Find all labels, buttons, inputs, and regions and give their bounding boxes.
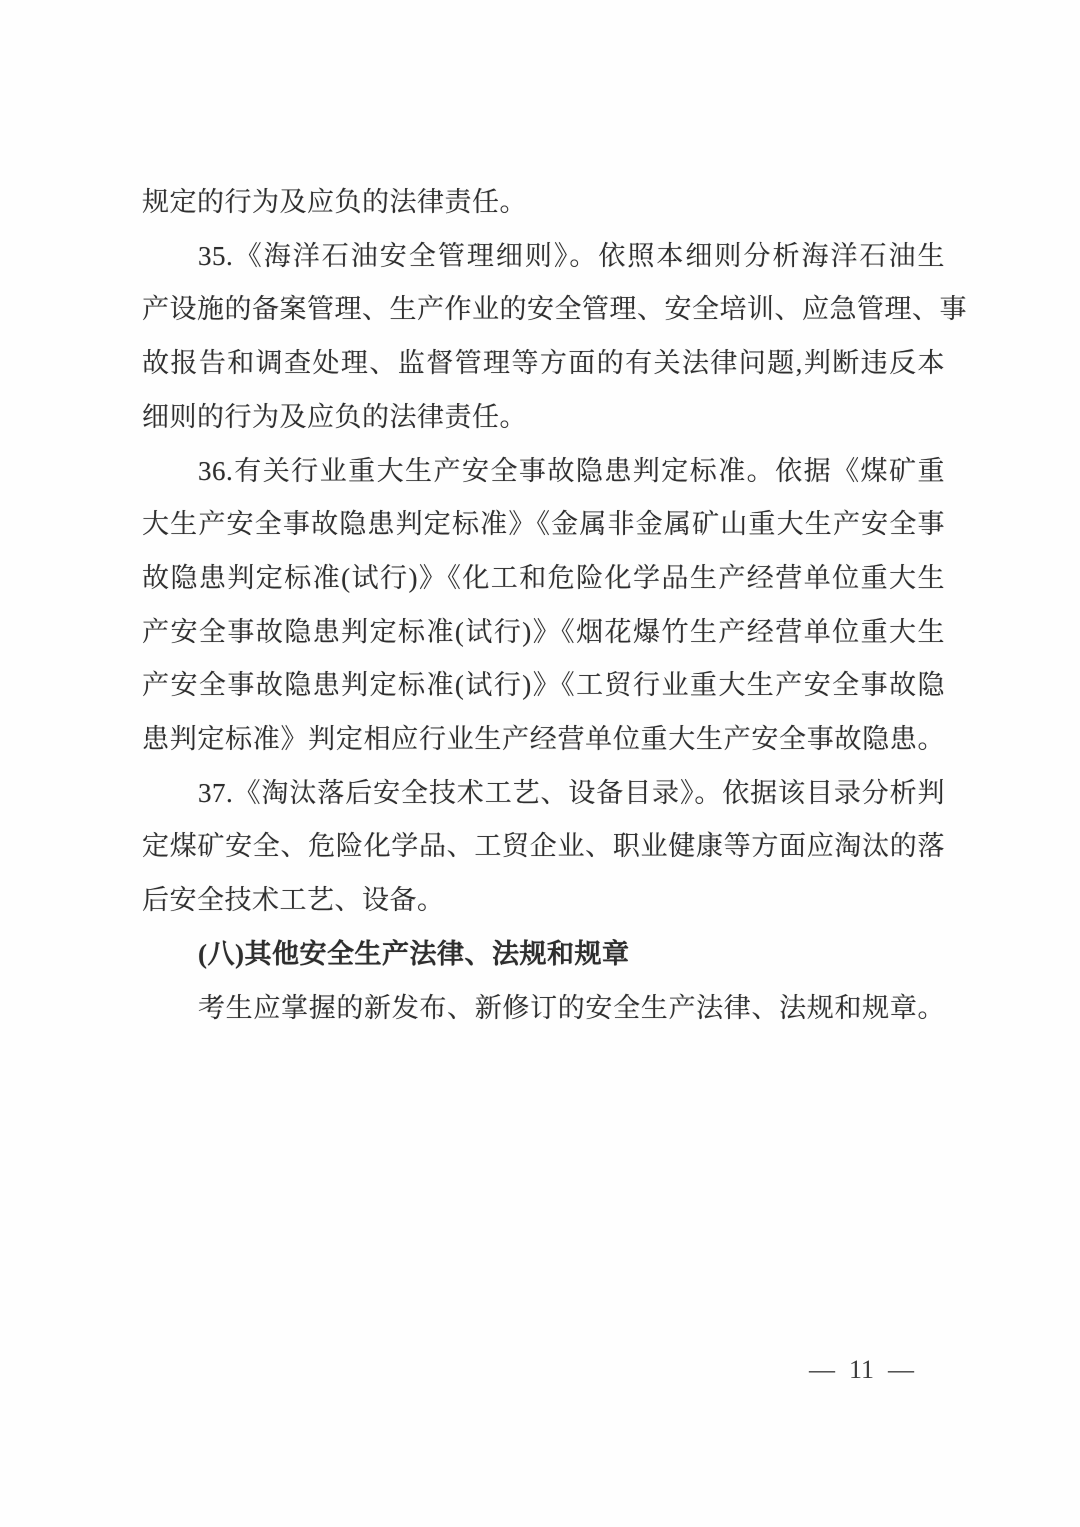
para-36-line-5: 产安全事故隐患判定标准(试行)》《工贸行业重大生产安全事故隐 bbox=[142, 670, 945, 701]
para-36-line-1: 36.有关行业重大生产安全事故隐患判定标准。依据《煤矿重 bbox=[198, 455, 945, 486]
para-37-line-2: 定煤矿安全、危险化学品、工贸企业、职业健康等方面应淘汰的落 bbox=[142, 831, 945, 862]
body-text bbox=[142, 176, 967, 1035]
para-35-line-2: 产设施的备案管理、生产作业的安全管理、安全培训、应急管理、事 bbox=[142, 294, 967, 325]
para-37-line-1: 37.《淘汰落后安全技术工艺、设备目录》。依据该目录分析判 bbox=[198, 777, 945, 808]
para-35-line-3: 故报告和调查处理、监督管理等方面的有关法律问题,判断违反本 bbox=[142, 348, 945, 379]
para-36-line-4: 产安全事故隐患判定标准(试行)》《烟花爆竹生产经营单位重大生 bbox=[142, 616, 945, 647]
para-36-line-3: 故隐患判定标准(试行)》《化工和危险化学品生产经营单位重大生 bbox=[142, 562, 945, 593]
footer-right-dash: — bbox=[888, 1355, 914, 1384]
para-34-continuation-line: 规定的行为及应负的法律责任。 bbox=[142, 187, 527, 217]
section-heading-8: (八)其他安全生产法律、法规和规章 bbox=[198, 938, 630, 969]
para-final-line: 考生应掌握的新发布、新修订的安全生产法律、法规和规章。 bbox=[198, 992, 945, 1023]
para-35-line-4: 细则的行为及应负的法律责任。 bbox=[142, 401, 527, 432]
para-37-line-3: 后安全技术工艺、设备。 bbox=[142, 885, 445, 916]
para-36-line-6: 患判定标准》判定相应行业生产经营单位重大生产安全事故隐患。 bbox=[142, 724, 945, 755]
page-number: 11 bbox=[848, 1355, 874, 1384]
para-36-line-2: 大生产安全事故隐患判定标准》《金属非金属矿山重大生产安全事 bbox=[142, 509, 945, 540]
page-footer bbox=[809, 1355, 914, 1385]
footer-left-dash: — bbox=[808, 1355, 835, 1384]
para-35-line-1: 35.《海洋石油安全管理细则》。依照本细则分析海洋石油生 bbox=[198, 240, 945, 271]
